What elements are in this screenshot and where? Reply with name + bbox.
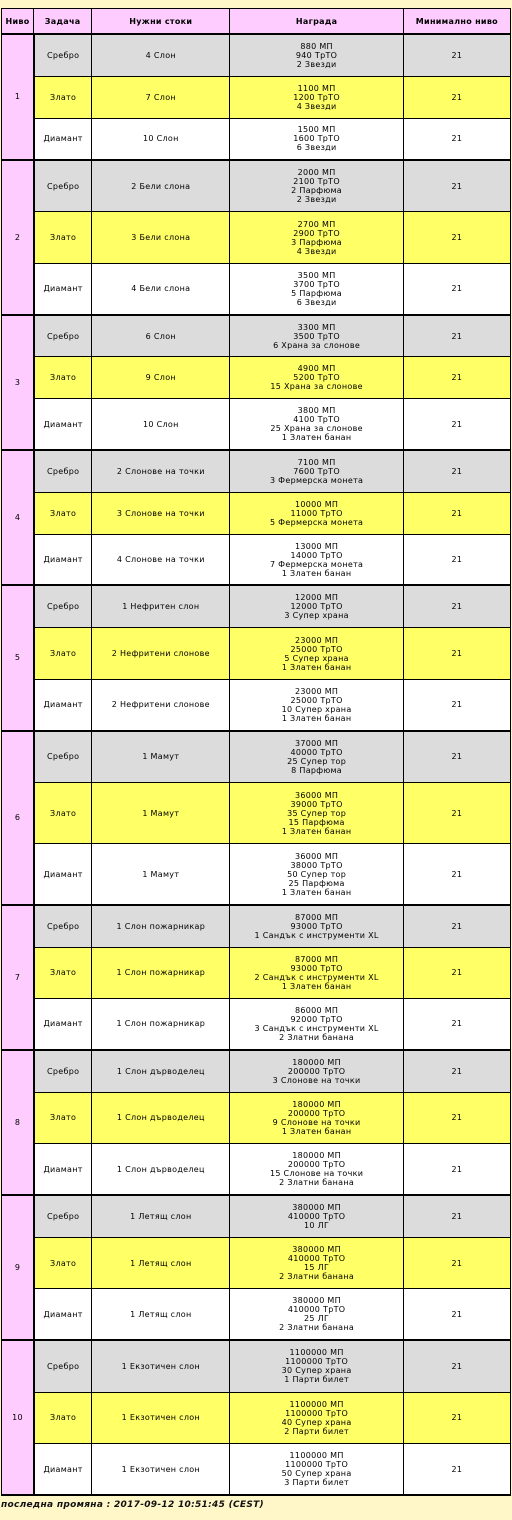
reward-line: 10000 МП <box>294 499 339 509</box>
reward-line: 6 Храна за слонове <box>273 340 361 350</box>
reward-line: 410000 ТрТО <box>287 1305 346 1315</box>
min-level-cell: 21 <box>404 451 511 493</box>
reward-line: 87000 МП <box>294 954 339 964</box>
reward-cell <box>230 948 403 1000</box>
reward-cell <box>230 1289 403 1341</box>
task-cell: Злато <box>34 948 92 1000</box>
reward-line: 13000 МП <box>294 541 339 551</box>
reward-line: 200000 ТрТО <box>287 1066 346 1076</box>
min-level-cell: 21 <box>404 535 511 587</box>
goods-cell: 2 Слонове на точки <box>92 451 230 493</box>
reward-line: 410000 ТрТО <box>287 1211 346 1221</box>
reward-line: 25 ЛГ <box>304 1314 330 1324</box>
goods-cell: 2 Нефритени слонове <box>92 680 230 732</box>
goods-cell: 9 Слон <box>92 357 230 399</box>
reward-line: 380000 МП <box>292 1202 341 1212</box>
task-cell: Злато <box>34 212 92 264</box>
task-cell: Диамант <box>34 535 92 587</box>
task-cell: Диамант <box>34 119 92 161</box>
reward-cell <box>230 399 403 451</box>
goods-cell: 1 Слон дърводелец <box>92 1144 230 1196</box>
table-row <box>2 1093 511 1145</box>
reward-cell <box>230 628 403 680</box>
reward-cell <box>230 1093 403 1145</box>
reward-cell <box>230 586 403 628</box>
goods-cell: 1 Мамут <box>92 732 230 784</box>
reward-line: 1 Златен банан <box>281 826 352 836</box>
task-cell: Диамант <box>34 844 92 905</box>
task-cell: Диамант <box>34 999 92 1051</box>
min-level-cell: 21 <box>404 77 511 119</box>
reward-line: 36000 МП <box>294 790 339 800</box>
reward-line: 3 Супер храна <box>284 611 349 621</box>
min-level-cell: 21 <box>404 1444 511 1496</box>
reward-line: 3 Фермерска монета <box>269 475 364 485</box>
goods-cell: 1 Екзотичен слон <box>92 1444 230 1496</box>
min-level-cell: 21 <box>404 399 511 451</box>
reward-line: 5 Супер храна <box>284 653 349 663</box>
min-level-cell: 21 <box>404 586 511 628</box>
reward-line: 3 Парти билет <box>284 1478 349 1488</box>
level-cell: 6 <box>2 732 34 906</box>
reward-line: 1 Златен банан <box>281 887 352 897</box>
reward-line: 1500 МП <box>297 125 336 135</box>
task-cell: Сребро <box>34 1341 92 1393</box>
task-cell: Сребро <box>34 586 92 628</box>
reward-line: 86000 МП <box>294 1005 339 1015</box>
task-cell: Злато <box>34 357 92 399</box>
task-cell: Диамант <box>34 399 92 451</box>
reward-line: 1100000 ТрТО <box>285 1408 349 1418</box>
table-row <box>2 493 511 535</box>
level-cell: 8 <box>2 1051 34 1196</box>
min-level-cell: 21 <box>404 357 511 399</box>
reward-line: 1100000 МП <box>289 1451 344 1461</box>
last-modified-footer: последна промяна : 2017-09-12 10:51:45 (CEST) <box>1 1500 264 1510</box>
min-level-cell: 21 <box>404 212 511 264</box>
reward-line: 180000 МП <box>292 1099 341 1109</box>
goods-cell: 4 Слонове на точки <box>92 535 230 587</box>
table-row <box>2 680 511 732</box>
goods-cell: 6 Слон <box>92 316 230 358</box>
level-cell: 3 <box>2 316 34 451</box>
level-cell: 9 <box>2 1196 34 1341</box>
reward-line: 180000 МП <box>292 1151 341 1161</box>
reward-line: 3500 МП <box>297 270 336 280</box>
reward-line: 25 Парфюма <box>288 878 345 888</box>
goods-cell: 1 Слон пожарникар <box>92 999 230 1051</box>
goods-cell: 1 Летящ слон <box>92 1196 230 1238</box>
reward-line: 87000 МП <box>294 912 339 922</box>
reward-line: 10 ЛГ <box>304 1220 330 1230</box>
reward-line: 380000 МП <box>292 1245 341 1255</box>
reward-line: 25000 ТрТО <box>290 695 343 705</box>
header-goods: Нужни стоки <box>92 9 230 35</box>
reward-line: 7600 ТрТО <box>293 466 340 476</box>
reward-line: 35 Супер тор <box>287 808 347 818</box>
reward-line: 3 Парфюма <box>291 237 343 247</box>
reward-line: 7100 МП <box>297 457 336 467</box>
reward-line: 2 Парфюма <box>291 186 343 196</box>
goods-cell: 1 Екзотичен слон <box>92 1393 230 1445</box>
task-cell: Сребро <box>34 732 92 784</box>
reward-cell <box>230 264 403 316</box>
reward-line: 93000 ТрТО <box>290 921 343 931</box>
min-level-cell: 21 <box>404 1093 511 1145</box>
table-row <box>2 212 511 264</box>
table-row <box>2 1444 511 1496</box>
goods-cell: 7 Слон <box>92 77 230 119</box>
reward-line: 1 Златен банан <box>281 713 352 723</box>
table-row <box>2 999 511 1051</box>
table-header-row <box>2 9 511 35</box>
level-cell: 2 <box>2 161 34 316</box>
reward-line: 40000 ТрТО <box>290 747 343 757</box>
reward-line: 7 Фермерска монета <box>269 559 364 569</box>
goods-cell: 1 Мамут <box>92 783 230 844</box>
header-reward: Награда <box>230 9 403 35</box>
min-level-cell: 21 <box>404 948 511 1000</box>
reward-line: 2000 МП <box>297 168 336 178</box>
reward-line: 1600 ТрТО <box>293 134 340 144</box>
reward-line: 1 Сандък с инструменти XL <box>254 930 379 940</box>
min-level-cell: 21 <box>404 732 511 784</box>
table-row <box>2 35 511 77</box>
goods-cell: 10 Слон <box>92 119 230 161</box>
min-level-cell: 21 <box>404 264 511 316</box>
reward-line: 37000 МП <box>294 738 339 748</box>
reward-cell <box>230 451 403 493</box>
table-row <box>2 586 511 628</box>
task-cell: Сребро <box>34 161 92 213</box>
table-row <box>2 316 511 358</box>
reward-cell <box>230 1051 403 1093</box>
reward-line: 36000 МП <box>294 851 339 861</box>
reward-cell <box>230 680 403 732</box>
level-cell: 5 <box>2 586 34 731</box>
min-level-cell: 21 <box>404 1144 511 1196</box>
reward-line: 3 Сандък с инструменти XL <box>254 1023 379 1033</box>
reward-line: 1 Златен банан <box>281 662 352 672</box>
reward-cell <box>230 77 403 119</box>
reward-line: 1100 МП <box>297 83 336 93</box>
table-row <box>2 628 511 680</box>
table-row <box>2 1051 511 1093</box>
table-row <box>2 535 511 587</box>
reward-line: 1100000 МП <box>289 1399 344 1409</box>
reward-line: 1100000 МП <box>289 1348 344 1358</box>
reward-line: 200000 ТрТО <box>287 1160 346 1170</box>
goods-cell: 1 Мамут <box>92 844 230 905</box>
table-row <box>2 906 511 948</box>
goods-cell: 1 Летящ слон <box>92 1289 230 1341</box>
reward-cell <box>230 161 403 213</box>
reward-line: 25000 ТрТО <box>290 644 343 654</box>
min-level-cell: 21 <box>404 1051 511 1093</box>
reward-line: 3800 МП <box>297 406 336 416</box>
table-row <box>2 783 511 844</box>
header-min-level: Минимално ниво <box>404 9 511 35</box>
reward-line: 4900 МП <box>297 364 336 374</box>
reward-cell <box>230 1238 403 1290</box>
reward-line: 1200 ТрТО <box>293 92 340 102</box>
reward-line: 12000 ТрТО <box>290 602 343 612</box>
reward-line: 8 Парфюма <box>291 765 343 775</box>
table-row <box>2 948 511 1000</box>
table-row <box>2 264 511 316</box>
reward-line: 2 Парти билет <box>284 1426 349 1436</box>
table-row <box>2 1144 511 1196</box>
reward-line: 3300 МП <box>297 322 336 332</box>
table-row <box>2 732 511 784</box>
goods-cell: 4 Бели слона <box>92 264 230 316</box>
reward-line: 180000 МП <box>292 1057 341 1067</box>
reward-line: 30 Супер храна <box>281 1366 352 1376</box>
reward-line: 25 Храна за слонове <box>270 424 363 434</box>
reward-line: 5 Парфюма <box>291 288 343 298</box>
table-row <box>2 399 511 451</box>
reward-cell <box>230 906 403 948</box>
goods-cell: 2 Бели слона <box>92 161 230 213</box>
task-cell: Диамант <box>34 1444 92 1496</box>
reward-line: 1 Златен банан <box>281 981 352 991</box>
reward-line: 5200 ТрТО <box>293 373 340 383</box>
reward-line: 4 Звезди <box>296 101 337 111</box>
reward-cell <box>230 1144 403 1196</box>
min-level-cell: 21 <box>404 1196 511 1238</box>
reward-cell <box>230 1393 403 1445</box>
min-level-cell: 21 <box>404 119 511 161</box>
reward-line: 410000 ТрТО <box>287 1254 346 1264</box>
reward-cell <box>230 316 403 358</box>
min-level-cell: 21 <box>404 161 511 213</box>
reward-cell <box>230 357 403 399</box>
table-row <box>2 1196 511 1238</box>
reward-line: 9 Слонове на точки <box>272 1117 361 1127</box>
reward-cell <box>230 999 403 1051</box>
reward-line: 1 Парти билет <box>284 1375 349 1385</box>
reward-line: 15 Слонове на точки <box>269 1169 364 1179</box>
task-cell: Злато <box>34 1093 92 1145</box>
reward-cell <box>230 535 403 587</box>
reward-cell <box>230 1444 403 1496</box>
reward-cell <box>230 212 403 264</box>
reward-line: 3700 ТрТО <box>293 279 340 289</box>
reward-line: 93000 ТрТО <box>290 963 343 973</box>
min-level-cell: 21 <box>404 316 511 358</box>
header-task: Задача <box>34 9 92 35</box>
level-cell: 4 <box>2 451 34 586</box>
table-row <box>2 119 511 161</box>
goods-cell: 1 Нефритен слон <box>92 586 230 628</box>
table-row <box>2 161 511 213</box>
reward-cell <box>230 1196 403 1238</box>
reward-line: 15 Парфюма <box>288 817 345 827</box>
reward-line: 2 Звезди <box>296 195 337 205</box>
reward-line: 23000 МП <box>294 635 339 645</box>
task-cell: Злато <box>34 628 92 680</box>
goods-cell: 1 Летящ слон <box>92 1238 230 1290</box>
reward-line: 92000 ТрТО <box>290 1014 343 1024</box>
reward-line: 12000 МП <box>294 593 339 603</box>
min-level-cell: 21 <box>404 844 511 905</box>
reward-line: 1 Златен банан <box>281 433 352 443</box>
reward-line: 2100 ТрТО <box>293 177 340 187</box>
goods-cell: 1 Слон пожарникар <box>92 906 230 948</box>
min-level-cell: 21 <box>404 35 511 77</box>
min-level-cell: 21 <box>404 628 511 680</box>
reward-line: 39000 ТрТО <box>290 799 343 809</box>
task-cell: Злато <box>34 493 92 535</box>
table-row <box>2 1289 511 1341</box>
task-cell: Сребро <box>34 1196 92 1238</box>
task-cell: Сребро <box>34 35 92 77</box>
reward-line: 880 МП <box>300 41 333 51</box>
table-row <box>2 357 511 399</box>
table-row <box>2 77 511 119</box>
min-level-cell: 21 <box>404 1238 511 1290</box>
reward-line: 940 ТрТО <box>295 50 338 60</box>
reward-line: 380000 МП <box>292 1296 341 1306</box>
reward-line: 50 Супер тор <box>287 869 347 879</box>
task-cell: Злато <box>34 1238 92 1290</box>
reward-cell <box>230 732 403 784</box>
goods-cell: 4 Слон <box>92 35 230 77</box>
goods-cell: 3 Слонове на точки <box>92 493 230 535</box>
task-cell: Сребро <box>34 906 92 948</box>
min-level-cell: 21 <box>404 1289 511 1341</box>
reward-line: 1100000 ТрТО <box>285 1460 349 1470</box>
goods-cell: 2 Нефритени слонове <box>92 628 230 680</box>
reward-line: 14000 ТрТО <box>290 550 343 560</box>
min-level-cell: 21 <box>404 906 511 948</box>
task-cell: Сребро <box>34 1051 92 1093</box>
level-cell: 7 <box>2 906 34 1051</box>
task-cell: Диамант <box>34 680 92 732</box>
min-level-cell: 21 <box>404 680 511 732</box>
task-cell: Злато <box>34 783 92 844</box>
goods-cell: 1 Екзотичен слон <box>92 1341 230 1393</box>
min-level-cell: 21 <box>404 1341 511 1393</box>
reward-line: 200000 ТрТО <box>287 1108 346 1118</box>
table-row <box>2 844 511 905</box>
task-cell: Диамант <box>34 1144 92 1196</box>
reward-line: 40 Супер храна <box>281 1417 352 1427</box>
table-row <box>2 451 511 493</box>
reward-line: 25 Супер тор <box>287 756 347 766</box>
min-level-cell: 21 <box>404 1393 511 1445</box>
reward-line: 2900 ТрТО <box>293 228 340 238</box>
reward-cell <box>230 493 403 535</box>
reward-line: 5 Фермерска монета <box>269 517 364 527</box>
reward-cell <box>230 119 403 161</box>
reward-line: 4100 ТрТО <box>293 415 340 425</box>
reward-line: 50 Супер храна <box>281 1469 352 1479</box>
goods-cell: 1 Слон дърводелец <box>92 1093 230 1145</box>
task-cell: Диамант <box>34 264 92 316</box>
reward-cell <box>230 35 403 77</box>
reward-line: 15 Храна за слонове <box>270 382 363 392</box>
reward-line: 23000 МП <box>294 686 339 696</box>
level-cell: 1 <box>2 35 34 161</box>
reward-line: 11000 ТрТО <box>290 508 343 518</box>
min-level-cell: 21 <box>404 999 511 1051</box>
reward-cell <box>230 1341 403 1393</box>
reward-line: 3500 ТрТО <box>293 331 340 341</box>
reward-line: 2 Златни банана <box>279 1323 355 1333</box>
reward-line: 38000 ТрТО <box>290 860 343 870</box>
reward-line: 6 Звезди <box>296 297 337 307</box>
reward-cell <box>230 844 403 905</box>
task-cell: Диамант <box>34 1289 92 1341</box>
table-row <box>2 1341 511 1393</box>
task-cell: Злато <box>34 77 92 119</box>
reward-line: 2 Златни банана <box>279 1178 355 1188</box>
reward-line: 4 Звезди <box>296 246 337 256</box>
quest-table <box>1 8 511 1496</box>
goods-cell: 10 Слон <box>92 399 230 451</box>
table-body <box>2 35 511 1496</box>
goods-cell: 1 Слон пожарникар <box>92 948 230 1000</box>
reward-line: 1 Златен банан <box>281 1126 352 1136</box>
reward-line: 1 Златен банан <box>281 568 352 578</box>
level-cell: 10 <box>2 1341 34 1496</box>
reward-line: 6 Звезди <box>296 143 337 153</box>
goods-cell: 1 Слон дърводелец <box>92 1051 230 1093</box>
min-level-cell: 21 <box>404 493 511 535</box>
reward-line: 1100000 ТрТО <box>285 1357 349 1367</box>
task-cell: Злато <box>34 1393 92 1445</box>
task-cell: Сребро <box>34 316 92 358</box>
task-cell: Сребро <box>34 451 92 493</box>
min-level-cell: 21 <box>404 783 511 844</box>
reward-line: 2 Златни банана <box>279 1032 355 1042</box>
reward-line: 3 Слонове на точки <box>272 1075 361 1085</box>
header-level: Ниво <box>2 9 34 35</box>
reward-line: 2 Сандък с инструменти XL <box>254 972 379 982</box>
table-row <box>2 1393 511 1445</box>
reward-line: 2 Звезди <box>296 59 337 69</box>
reward-line: 2700 МП <box>297 219 336 229</box>
reward-line: 10 Супер храна <box>281 704 352 714</box>
reward-cell <box>230 783 403 844</box>
reward-line: 15 ЛГ <box>304 1263 330 1273</box>
table-row <box>2 1238 511 1290</box>
reward-line: 2 Златни банана <box>279 1272 355 1282</box>
goods-cell: 3 Бели слона <box>92 212 230 264</box>
